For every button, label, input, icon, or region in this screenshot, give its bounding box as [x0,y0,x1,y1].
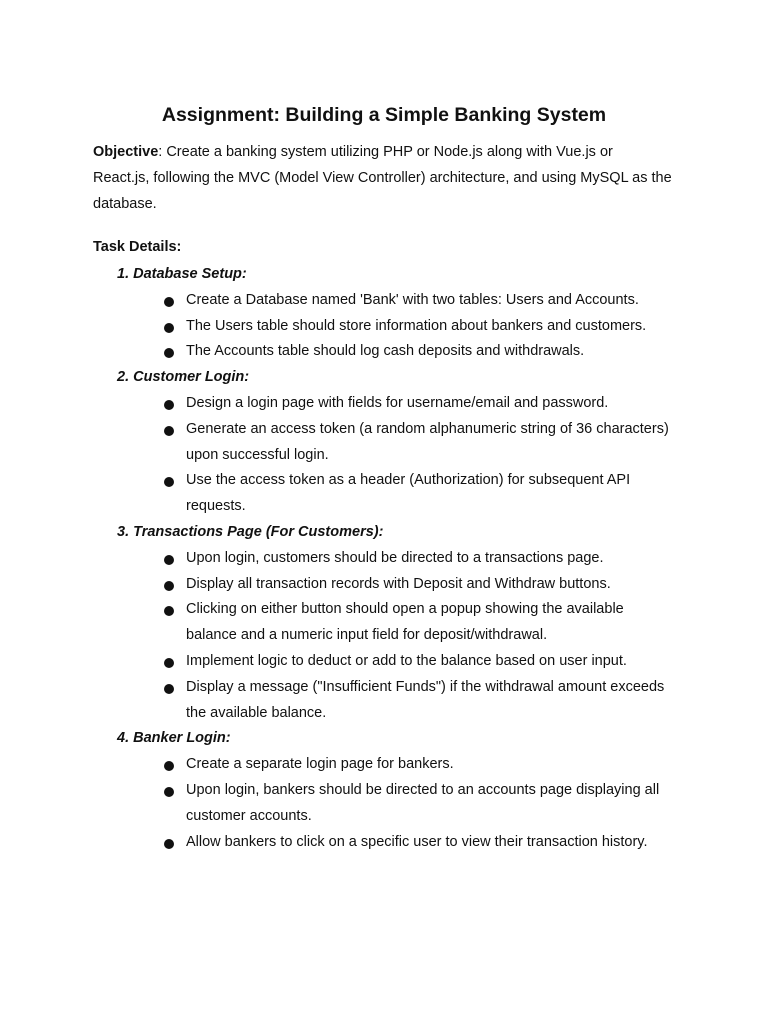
task-section [93,365,693,520]
bullet-dot-icon [164,348,174,358]
bullet-dot-icon [164,581,174,591]
section-title: 4. Banker Login: [117,730,231,747]
bullet-item [186,572,676,598]
bullet-dot-icon [164,426,174,436]
bullet-item [186,649,676,675]
objective-paragraph [93,140,673,217]
bullet-text: Implement logic to deduct or add to the balance based on user input. [186,652,627,669]
bullet-item [186,778,676,830]
bullet-list [93,288,693,365]
bullet-text: Design a login page with fields for username/email and password. [186,394,609,411]
section-title: 1. Database Setup: [117,266,247,282]
bullet-text: Upon login, bankers should be directed to an accounts page displaying all customer accounts. [186,781,660,824]
task-section [93,520,693,726]
bullet-dot-icon [164,658,174,668]
bullet-text: Use the access token as a header (Authorization) for subsequent API requests. [186,472,631,515]
bullet-item [186,288,676,314]
bullet-dot-icon [164,787,174,797]
bullet-dot-icon [164,400,174,410]
bullet-item [186,314,676,340]
bullet-text: Create a Database named 'Bank' with two tables: Users and Accounts. [186,291,639,308]
bullet-item [186,597,676,649]
bullet-dot-icon [164,761,174,771]
bullet-item [186,417,676,469]
bullet-text: The Users table should store information about bankers and customers. [186,317,647,334]
task-details-heading: Task Details: [93,239,182,255]
bullet-list [93,546,693,727]
bullet-item [186,752,676,778]
bullet-text: Display all transaction records with Deposit and Withdraw buttons. [186,575,611,592]
bullet-text: Allow bankers to click on a specific user to view their transaction history. [186,833,648,850]
task-sections-list [93,262,693,855]
section-title: 2. Customer Login: [117,369,250,386]
bullet-text: Upon login, customers should be directed to a transactions page. [186,549,604,566]
bullet-text: Generate an access token (a random alphanumeric string of 36 characters) upon successful login. [186,420,669,463]
bullet-list [93,752,693,855]
bullet-item [186,391,676,417]
task-section [93,262,693,365]
objective-text: : Create a banking system utilizing PHP or Node.js along with Vue.js or React.js, following the MVC (Model View Controller) architecture, and using MySQL as the database. [93,144,672,212]
section-title: 3. Transactions Page (For Customers): [117,523,384,540]
task-section [93,726,693,855]
objective-label: Objective [93,144,159,160]
bullet-text: Clicking on either button should open a popup showing the available balance and a numeric input field for deposit/withdrawal. [186,601,624,644]
bullet-dot-icon [164,606,174,616]
bullet-dot-icon [164,555,174,565]
bullet-dot-icon [164,839,174,849]
bullet-dot-icon [164,323,174,333]
bullet-item [186,546,676,572]
bullet-dot-icon [164,684,174,694]
bullet-text: Create a separate login page for bankers. [186,756,454,773]
bullet-item [186,339,676,365]
bullet-item [186,675,676,727]
bullet-item [186,468,676,520]
bullet-dot-icon [164,297,174,307]
bullet-item [186,830,676,856]
bullet-dot-icon [164,477,174,487]
bullet-list [93,391,693,520]
document-title: Assignment: Building a Simple Banking System [161,104,607,126]
bullet-text: Display a message ("Insufficient Funds") if the withdrawal amount exceeds the available balance. [186,678,665,721]
bullet-text: The Accounts table should log cash deposits and withdrawals. [186,343,585,360]
